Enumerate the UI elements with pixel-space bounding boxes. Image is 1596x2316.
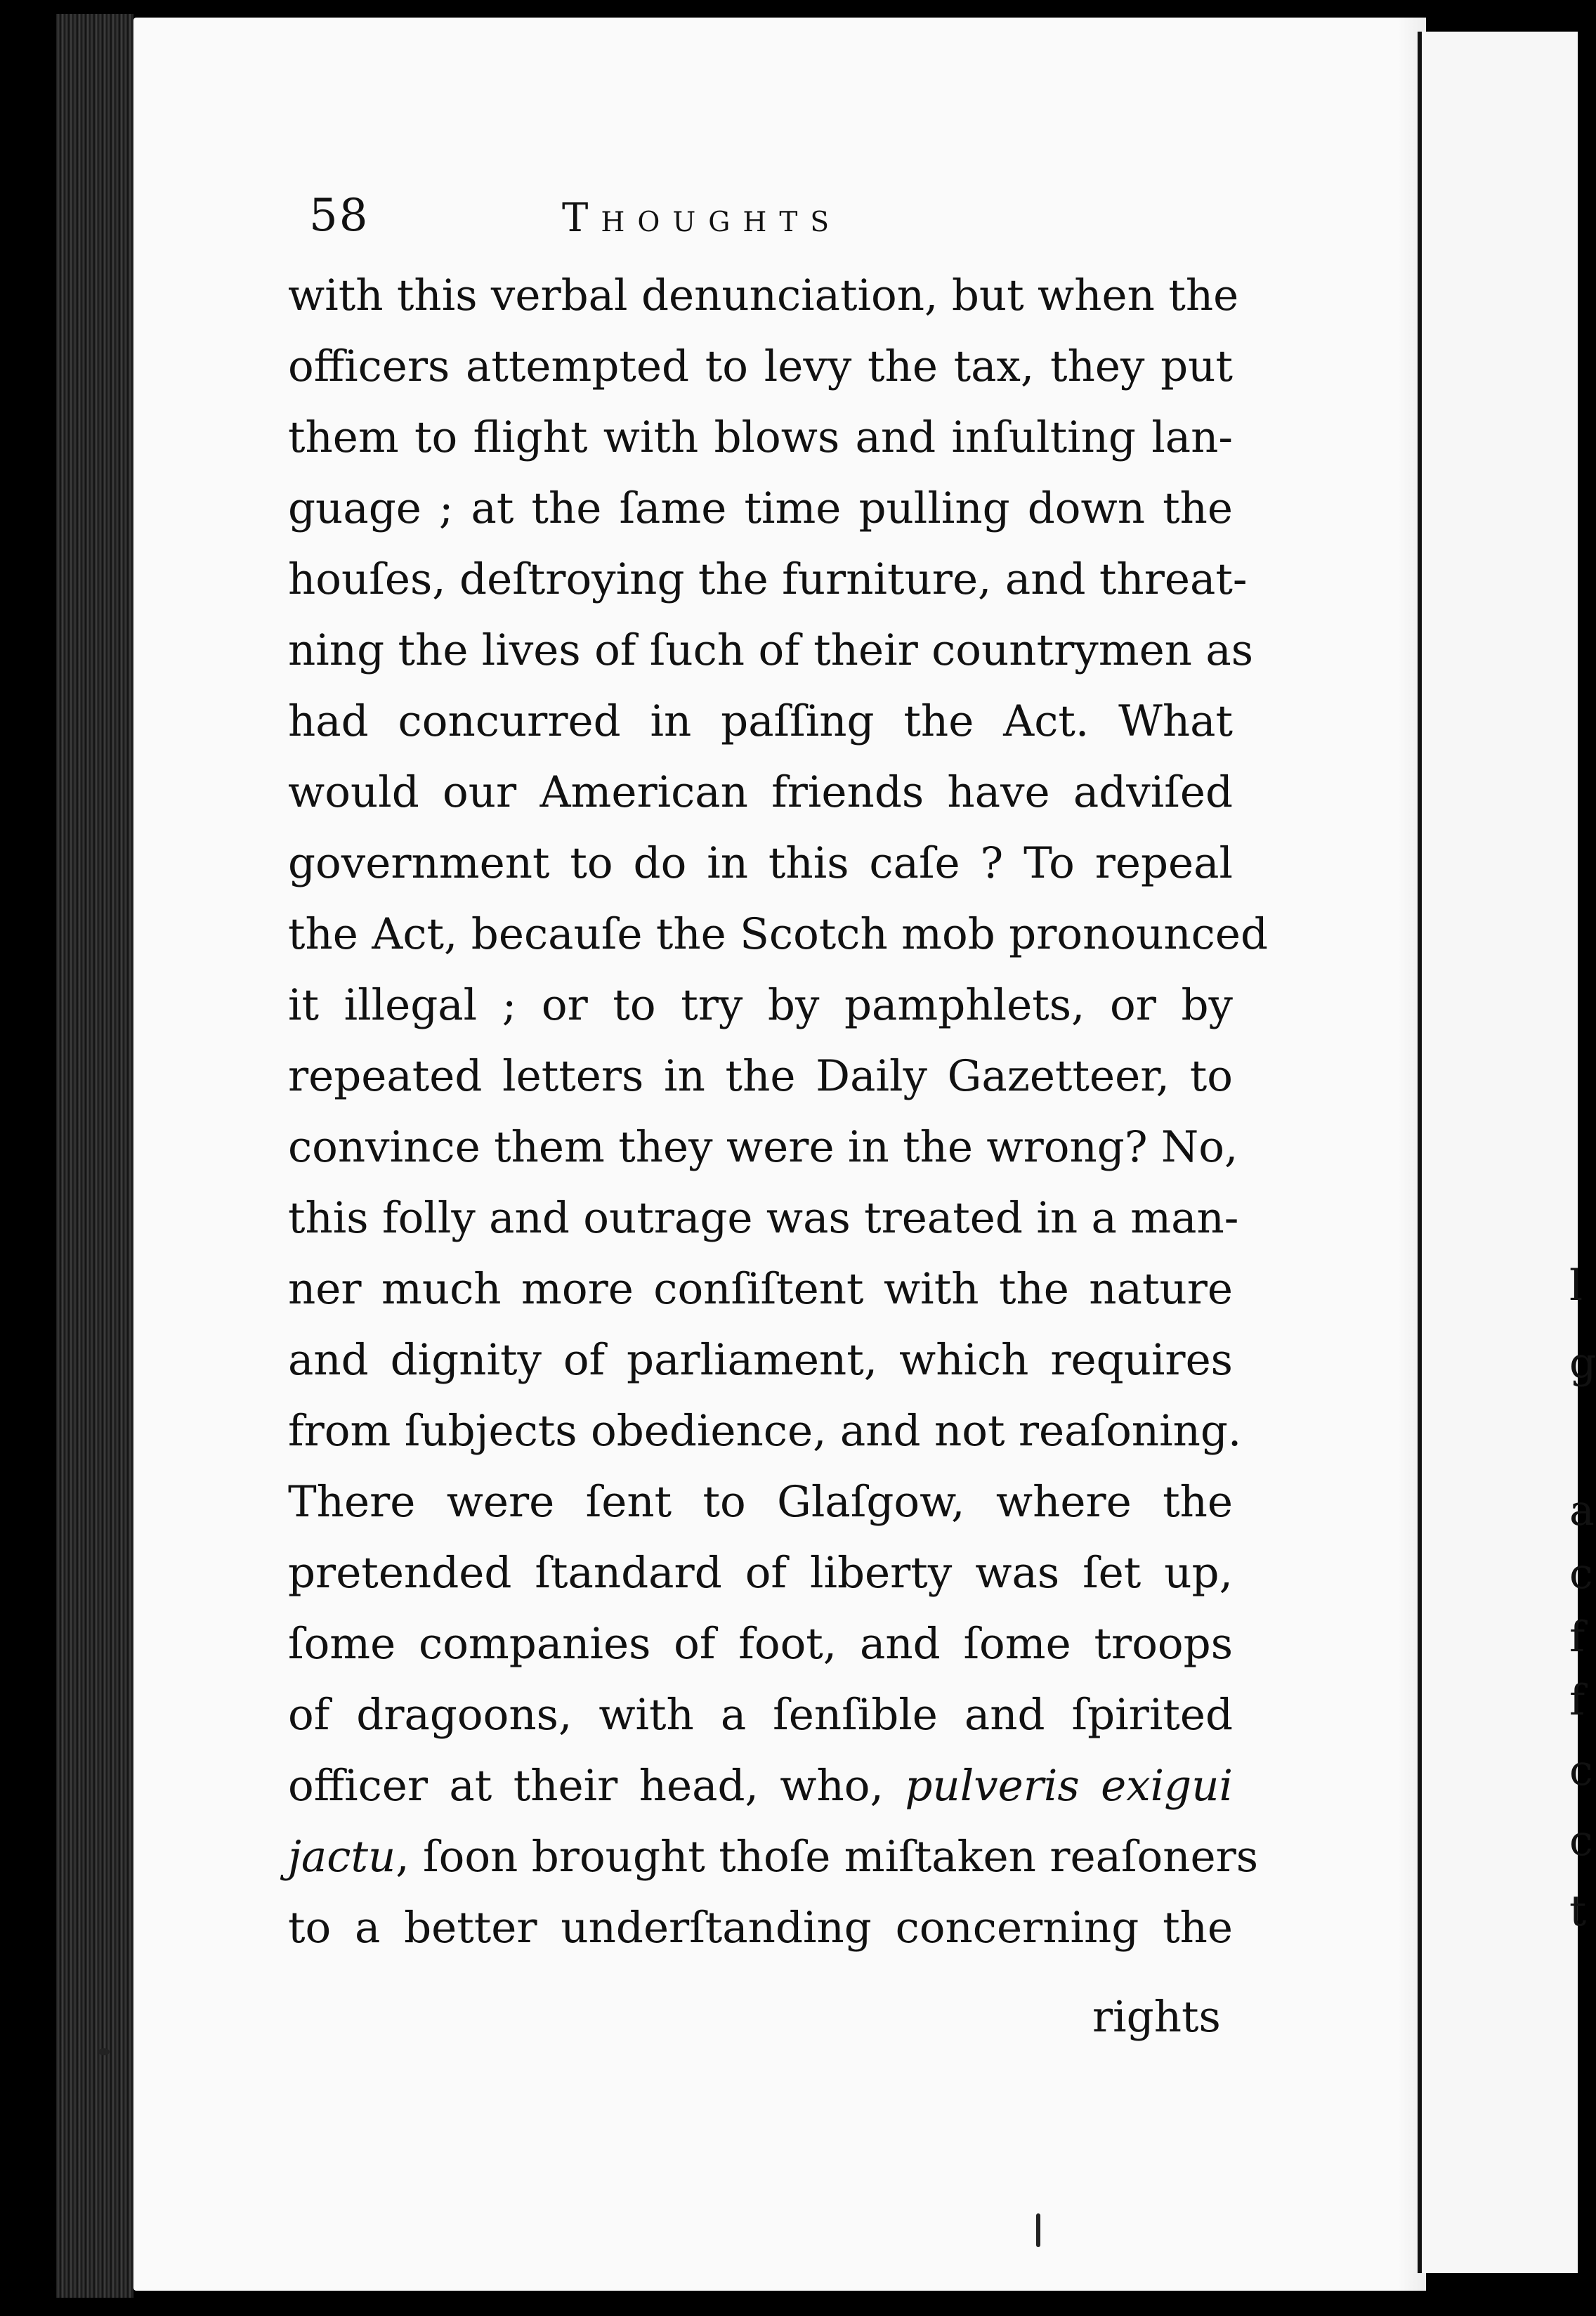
running-head	[309, 190, 1012, 253]
text-line: officer at their head, who, pulveris exigui	[288, 1761, 1234, 1811]
text-line: repeated letters in the Daily Gazetteer, to	[288, 1051, 1233, 1101]
facing-page-fragment: c	[1569, 1816, 1593, 1866]
facing-page-fragment: f	[1569, 1676, 1585, 1725]
facing-page-fragment: c	[1569, 1746, 1593, 1795]
text-line: the Act, becauſe the Scotch mob pronounced	[288, 909, 1268, 959]
scan-speck	[1036, 2213, 1040, 2247]
catchword: rights	[1092, 1992, 1221, 2042]
text-line: jactu, ſoon brought thoſe miſtaken reaſoners	[288, 1832, 1259, 1882]
text-line: convince them they were in the wrong? No,	[288, 1122, 1238, 1172]
text-line: pretended ſtandard of liberty was ſet up,	[288, 1548, 1233, 1598]
text-line: them to flight with blows and inſulting lan-	[288, 412, 1233, 462]
text-line: There were ſent to Glaſgow, where the	[288, 1477, 1233, 1527]
text-line: it illegal ; or to try by pamphlets, or by	[288, 980, 1233, 1030]
latin-phrase: pulveris exigui	[905, 1761, 1234, 1811]
facing-page-fragment: t	[1569, 1887, 1587, 1936]
scan-speck	[98, 2048, 110, 2055]
text-line: had concurred in paſſing the Act. What	[288, 696, 1233, 746]
text-line: from ſubjects obedience, and not reaſoning.	[288, 1406, 1242, 1456]
facing-page-fragment: a	[1569, 1486, 1595, 1535]
text-line: guage ; at the ſame time pulling down the	[288, 483, 1233, 533]
text-line: with this verbal denunciation, but when the	[288, 271, 1239, 320]
facing-page-fragment: f	[1569, 1613, 1585, 1662]
text-line: houſes, deſtroying the furniture, and threat-	[288, 554, 1248, 604]
text-line: ning the lives of ſuch of their countrymen as	[288, 625, 1254, 675]
text-line: ner much more conſiſtent with the nature	[288, 1264, 1233, 1314]
text-line: would our American friends have adviſed	[288, 767, 1233, 817]
text-line: and dignity of parliament, which requires	[288, 1335, 1233, 1385]
text-line: this folly and outrage was treated in a man-	[288, 1193, 1239, 1243]
book-binding-edge	[56, 14, 133, 2298]
running-title: Thoughts	[562, 195, 842, 241]
text-line: government to do in this caſe ? To repeal	[288, 838, 1233, 888]
body-text	[288, 260, 1268, 1963]
facing-page-fragment: l	[1569, 1261, 1583, 1310]
text-line: ſome companies of foot, and ſome troops	[288, 1619, 1233, 1669]
page-number: 58	[309, 190, 369, 242]
facing-page-sliver	[1418, 32, 1596, 2273]
text-line: officers attempted to levy the tax, they put	[288, 341, 1233, 391]
text-line: of dragoons, with a ſenſible and ſpirited	[288, 1690, 1233, 1740]
latin-phrase: jactu	[288, 1832, 396, 1882]
facing-page-fragment: c	[1569, 1549, 1593, 1599]
text-line: to a better underſtanding concerning the	[288, 1903, 1233, 1953]
facing-page-fragment: g	[1569, 1339, 1596, 1388]
